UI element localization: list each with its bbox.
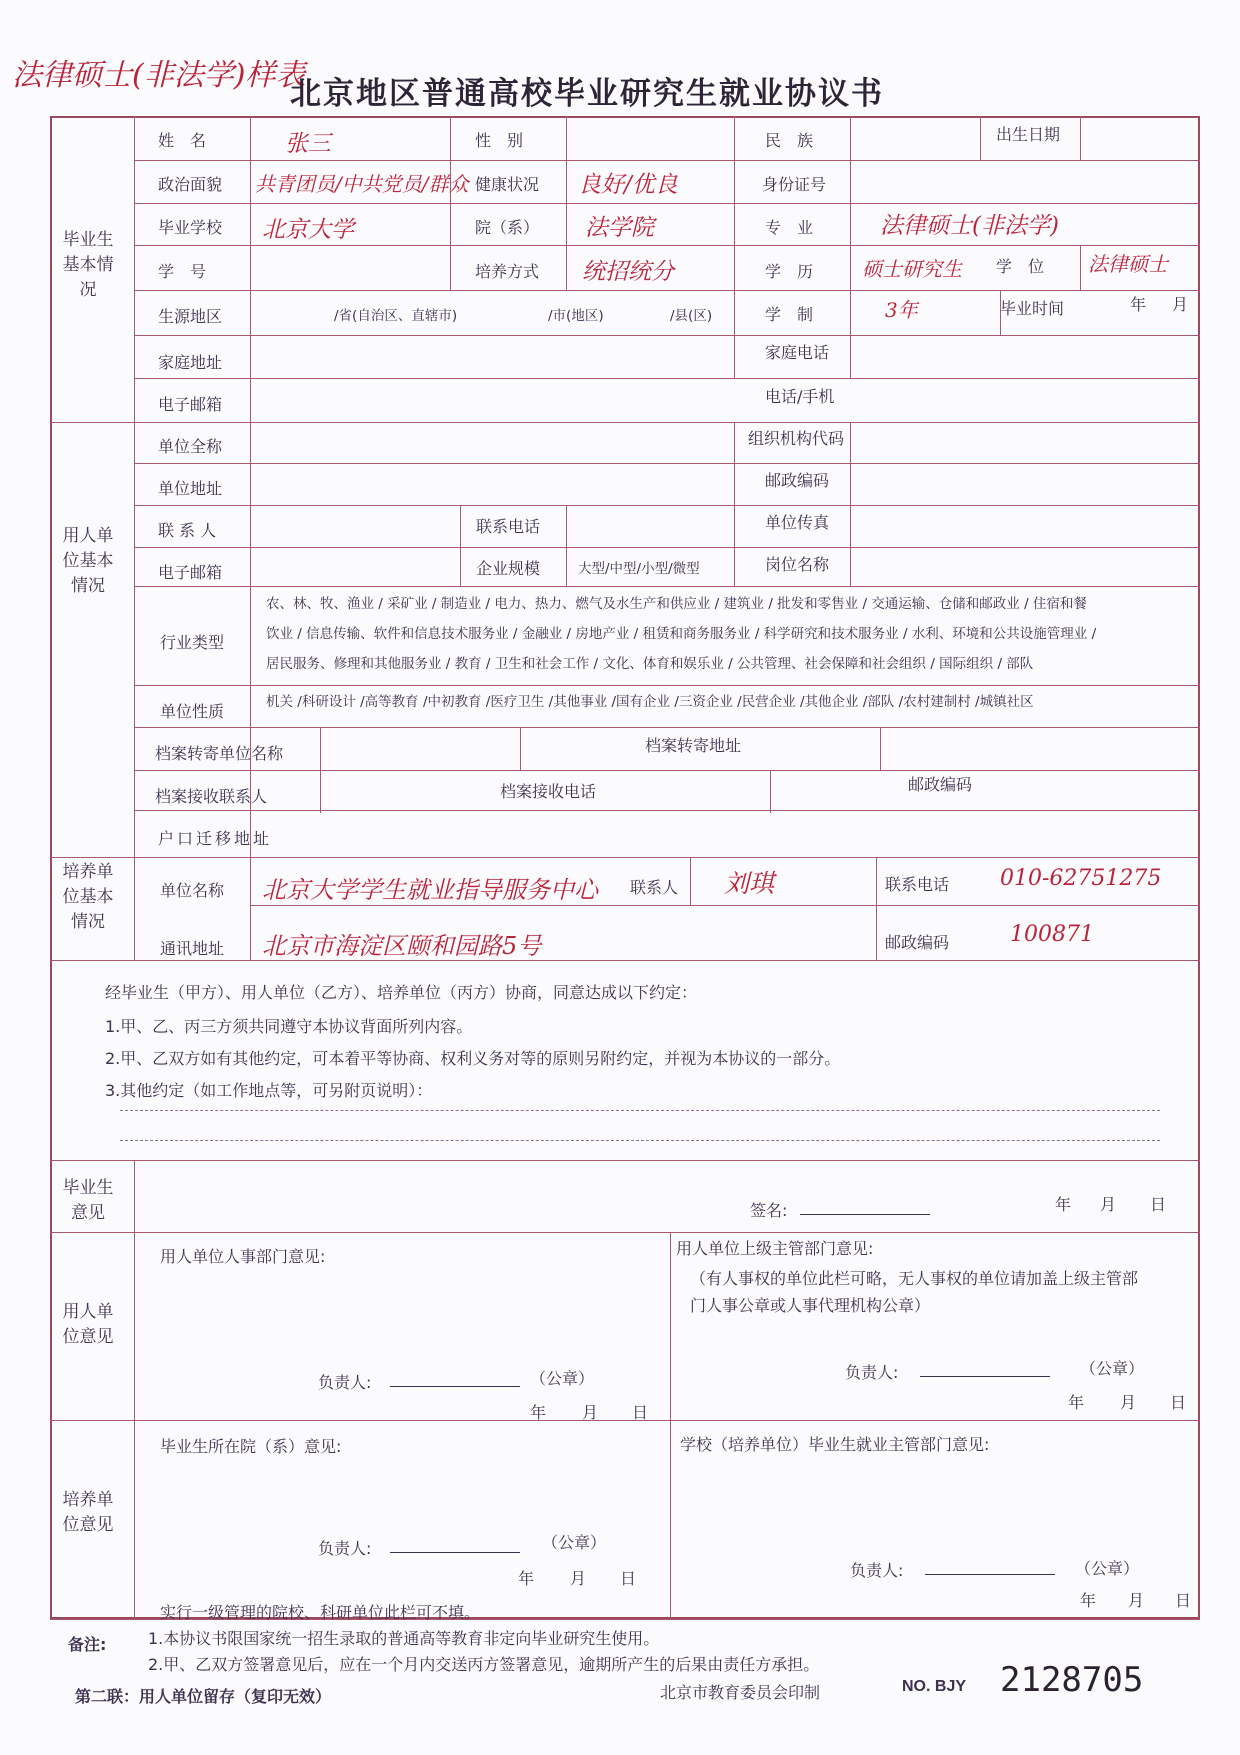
signature-line[interactable]: [800, 1214, 930, 1215]
employer-superior-day: 日: [1170, 1393, 1187, 1412]
agreement-intro: 经毕业生（甲方）、用人单位（乙方）、培养单位（丙方）协商，同意达成以下约定：: [105, 983, 698, 1002]
label-archive-unit: 档案转寄单位名称: [155, 744, 284, 763]
label-major: 专 业: [765, 218, 814, 237]
employer-superior-month: 月: [1120, 1393, 1137, 1412]
value-training-unit[interactable]: 北京大学学生就业指导服务中心: [262, 876, 598, 904]
handwritten-sample-note: 法律硕士(非法学)样表: [12, 58, 306, 93]
school-dept-responsible: 负责人:: [318, 1539, 372, 1558]
label-unit-name: 单位全称: [158, 437, 223, 456]
serial-label: NO. BJY: [902, 1678, 967, 1695]
industry-options-line-1[interactable]: 农、林、牧、渔业 / 采矿业 / 制造业 / 电力、热力、燃气及水生产和供应业 / 建筑业 / 批发和零售业 / 交通运输、仓储和邮政业 / 住宿和餐: [266, 596, 1087, 612]
label-contact: 联 系 人: [158, 521, 217, 540]
school-office-month: 月: [1128, 1591, 1145, 1610]
school-dept-day: 日: [620, 1569, 637, 1588]
label-gender: 性 别: [475, 131, 524, 150]
label-school: 毕业学校: [158, 218, 223, 237]
grad-sign-year: 年: [1055, 1195, 1072, 1214]
employer-superior-responsible: 负责人:: [845, 1363, 899, 1382]
label-health: 健康状况: [475, 175, 540, 194]
label-archive-phone: 档案接收电话: [500, 782, 597, 801]
notes-label: 备注:: [68, 1635, 107, 1654]
label-training-phone: 联系电话: [885, 875, 950, 894]
section-graduate-opinion: 毕业生意见: [62, 1178, 114, 1223]
label-hukou-address: 户口迁移地址: [158, 829, 273, 848]
school-office-opinion-label: 学校（培养单位）毕业生就业主管部门意见:: [680, 1435, 990, 1454]
employer-hr-year: 年: [530, 1403, 547, 1422]
label-id-number: 身份证号: [762, 175, 827, 194]
section-training-opinion: 培养单位意见: [62, 1490, 114, 1535]
label-grad-year: 年: [1130, 295, 1147, 314]
employer-hr-day: 日: [632, 1403, 649, 1422]
school-office-year: 年: [1080, 1591, 1097, 1610]
label-contact-phone: 联系电话: [476, 517, 541, 536]
school-dept-seal: （公章）: [542, 1533, 607, 1552]
school-office-signature-line[interactable]: [925, 1574, 1055, 1575]
scale-options[interactable]: 大型/中型/小型/微型: [578, 561, 700, 577]
label-training-mode: 培养方式: [475, 262, 540, 281]
label-industry: 行业类型: [160, 633, 225, 652]
label-department: 院（系）: [475, 218, 540, 237]
other-terms-line-2[interactable]: [120, 1140, 1160, 1141]
label-mobile: 电话/手机: [765, 387, 835, 406]
school-office-day: 日: [1175, 1591, 1192, 1610]
label-study-years: 学 制: [765, 305, 814, 324]
industry-options-line-2[interactable]: 饮业 / 信息传输、软件和信息技术服务业 / 金融业 / 房地产业 / 租赁和商务服务业 / 科学研究和技术服务业 / 水利、环境和公共设施管理业 /: [266, 626, 1097, 642]
label-origin-province: /省(自治区、直辖市): [334, 308, 458, 324]
note-line-2: 2.甲、乙双方签署意见后，应在一个月内交送丙方签署意见，逾期所产生的后果由责任方承担。: [148, 1655, 820, 1674]
label-student-no: 学 号: [158, 262, 207, 281]
value-name[interactable]: 张三: [285, 131, 331, 157]
value-school[interactable]: 北京大学: [262, 217, 354, 243]
employer-hr-opinion-label: 用人单位人事部门意见:: [160, 1247, 326, 1266]
grad-sign-month: 月: [1100, 1195, 1117, 1214]
page-title: 北京地区普通高校毕业研究生就业协议书: [290, 76, 884, 112]
employer-hr-month: 月: [582, 1403, 599, 1422]
industry-options-line-3[interactable]: 居民服务、修理和其他服务业 / 教育 / 卫生和社会工作 / 文化、体育和娱乐业 / 公共管理、社会保障和社会组织 / 国际组织 / 部队: [266, 656, 1034, 672]
label-training-address: 通讯地址: [160, 939, 225, 958]
label-grad-time: 毕业时间: [1000, 299, 1065, 318]
label-training-unit: 单位名称: [160, 881, 225, 900]
label-ethnicity: 民 族: [765, 131, 814, 150]
school-office-seal: （公章）: [1075, 1559, 1140, 1578]
value-training-contact[interactable]: 刘琪: [724, 869, 775, 898]
copy-note: 第二联：用人单位留存（复印无效）: [75, 1687, 332, 1706]
label-signature: 签名:: [750, 1201, 788, 1220]
section-graduate-info: 毕业生基本情况: [62, 230, 114, 300]
value-education[interactable]: 硕士研究生: [862, 257, 962, 281]
employer-hr-seal: （公章）: [530, 1369, 595, 1388]
label-unit-address: 单位地址: [158, 479, 223, 498]
label-training-postcode: 邮政编码: [885, 933, 950, 952]
section-employer-info: 用人单位基本情况: [62, 526, 114, 596]
employer-hr-responsible: 负责人:: [318, 1373, 372, 1392]
value-department[interactable]: 法学院: [585, 215, 654, 241]
section-employer-opinion: 用人单位意见: [62, 1302, 114, 1347]
employer-superior-note-1: （有人事权的单位此栏可略，无人事权的单位请加盖上级主管部: [690, 1269, 1139, 1288]
value-training-postcode[interactable]: 100871: [1010, 922, 1094, 947]
employer-superior-seal: （公章）: [1080, 1359, 1145, 1378]
label-archive-postcode: 邮政编码: [908, 775, 973, 794]
value-political[interactable]: 共青团员/中共党员/群众: [255, 172, 469, 196]
label-home-address: 家庭地址: [158, 353, 223, 372]
label-unit-email: 电子邮箱: [158, 563, 223, 582]
label-archive-contact: 档案接收联系人: [155, 787, 268, 806]
value-major[interactable]: 法律硕士(非法学): [880, 213, 1059, 239]
label-scale: 企业规模: [476, 559, 541, 578]
school-dept-signature-line[interactable]: [390, 1552, 520, 1553]
school-office-responsible: 负责人:: [850, 1561, 904, 1580]
label-birthdate: 出生日期: [996, 125, 1061, 144]
label-origin-county: /县(区): [670, 308, 713, 324]
unit-nature-options[interactable]: 机关 /科研设计 /高等教育 /中初教育 /医疗卫生 /其他事业 /国有企业 /三资企业 /民营企业 /其他企业 /部队 /农村建制村 /城镇社区: [266, 694, 1034, 710]
label-org-code: 组织机构代码: [748, 429, 845, 448]
value-training-mode[interactable]: 统招统分: [582, 259, 674, 285]
employer-superior-year: 年: [1068, 1393, 1085, 1412]
label-email: 电子邮箱: [158, 395, 223, 414]
label-origin: 生源地区: [158, 307, 223, 326]
label-degree: 学 位: [996, 257, 1045, 276]
agreement-item-1: 1.甲、乙、丙三方须共同遵守本协议背面所列内容。: [105, 1017, 473, 1036]
value-training-phone[interactable]: 010-62751275: [1000, 866, 1162, 891]
label-education: 学 历: [765, 262, 814, 281]
one-level-note: 实行一级管理的院校、科研单位此栏可不填。: [160, 1603, 481, 1622]
label-archive-address: 档案转寄地址: [645, 736, 742, 755]
label-name: 姓 名: [158, 131, 207, 150]
label-fax: 单位传真: [765, 513, 830, 532]
employer-superior-note-2: 门人事公章或人事代理机构公章）: [690, 1296, 931, 1315]
value-degree[interactable]: 法律硕士: [1088, 252, 1168, 276]
label-training-contact: 联系人: [630, 878, 679, 897]
employer-hr-signature-line[interactable]: [390, 1386, 520, 1387]
label-political: 政治面貌: [158, 175, 223, 194]
value-health[interactable]: 良好/优良: [578, 172, 678, 198]
value-study-years[interactable]: 3年: [885, 298, 918, 322]
label-unit-nature: 单位性质: [160, 702, 225, 721]
school-dept-year: 年: [518, 1569, 535, 1588]
printer-note: 北京市教育委员会印制: [660, 1683, 821, 1702]
label-unit-postcode: 邮政编码: [765, 471, 830, 490]
school-dept-month: 月: [570, 1569, 587, 1588]
label-home-phone: 家庭电话: [765, 343, 830, 362]
school-dept-opinion-label: 毕业生所在院（系）意见:: [160, 1437, 342, 1456]
section-training-unit-info: 培养单位基本情况: [62, 862, 114, 932]
note-line-1: 1.本协议书限国家统一招生录取的普通高等教育非定向毕业研究生使用。: [148, 1629, 660, 1648]
value-training-address[interactable]: 北京市海淀区颐和园路5号: [262, 932, 542, 960]
grad-sign-day: 日: [1150, 1195, 1167, 1214]
agreement-item-3: 3.其他约定（如工作地点等，可另附页说明）：: [105, 1081, 433, 1100]
employer-superior-signature-line[interactable]: [920, 1376, 1050, 1377]
label-origin-city: /市(地区): [548, 308, 604, 324]
label-grad-month: 月: [1172, 295, 1189, 314]
serial-number: 2128705: [1000, 1660, 1144, 1700]
agreement-item-2: 2.甲、乙双方如有其他约定，可本着平等协商、权利义务对等的原则另附约定，并视为本协议的一部分。: [105, 1049, 841, 1068]
other-terms-line-1[interactable]: [120, 1110, 1160, 1111]
label-position: 岗位名称: [765, 555, 830, 574]
employer-superior-opinion-label: 用人单位上级主管部门意见:: [676, 1239, 874, 1258]
